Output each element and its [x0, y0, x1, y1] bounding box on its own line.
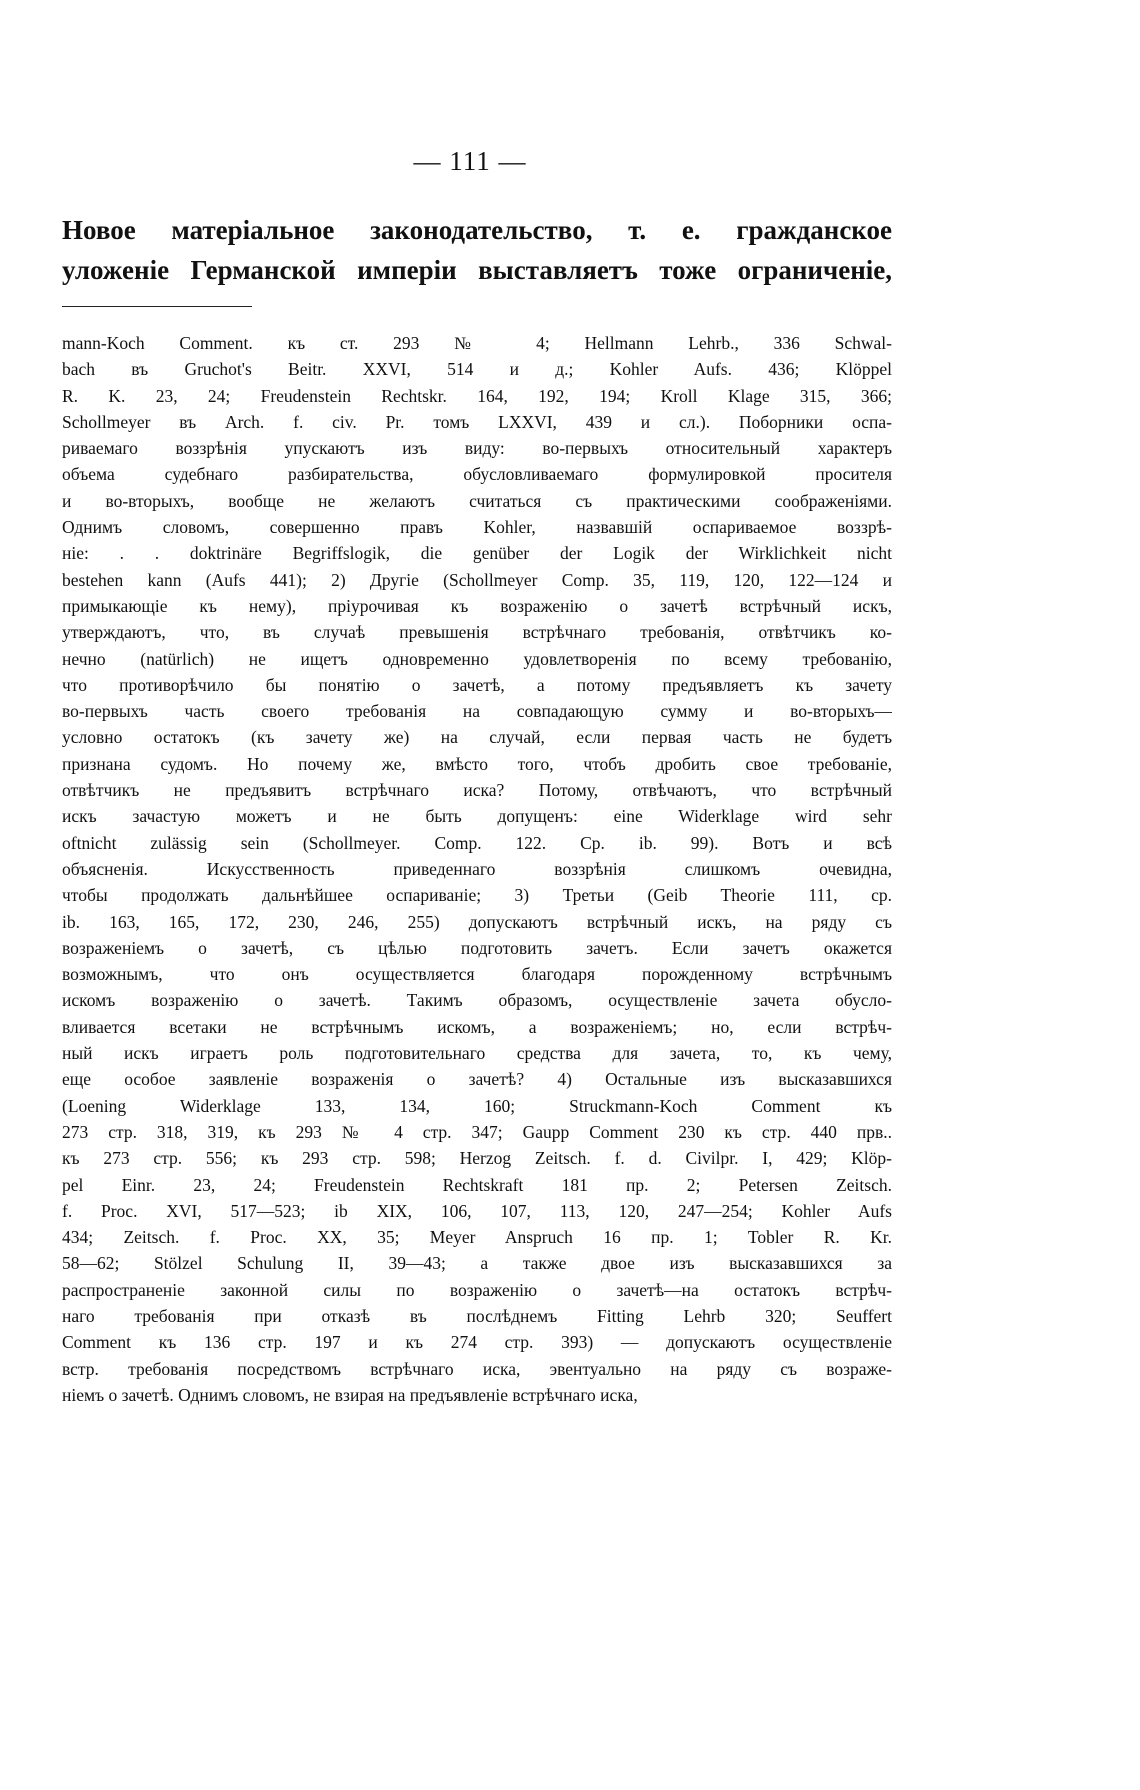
footnote-line: ніе: . . doktrinäre Begriffslogik, die genüber der Logik der Wirklichkeit nicht: [62, 543, 892, 564]
footnote-line: pel Einr. 23, 24; Freudenstein Rechtskraft 181 пр. 2; Petersen Zeitsch.: [62, 1174, 892, 1195]
footnote-line: что противорѣчило бы понятію о зачетѣ, а потому предъявляетъ къ зачету: [62, 674, 892, 695]
footnote-line: наго требованія при отказѣ въ послѣднемъ Fitting Lehrb 320; Seuffert: [62, 1305, 892, 1326]
footnote-line: oftnicht zulässig sein (Schollmeyer. Comp. 122. Cp. ib. 99). Вотъ и всѣ: [62, 832, 892, 853]
footnote-line: риваемаго воззрѣнія упускаютъ изъ виду: во-первыхъ относительный характеръ: [62, 438, 892, 459]
footnote-line: распространеніе законной силы по возраженію о зачетѣ—на остатокъ встрѣч-: [62, 1279, 892, 1300]
main-text-line: уложеніе Германской имперіи выставляетъ тоже ограниченіе,: [62, 255, 892, 285]
footnote-line: во-первыхъ часть своего требованія на совпадающую сумму и во-вторыхъ—: [62, 701, 892, 722]
page-number: — 111 —: [413, 146, 527, 176]
main-text: [62, 210, 892, 290]
footnote-line: возраженіемъ о зачетѣ, съ цѣлью подготовить зачетъ. Если зачетъ окажется: [62, 937, 892, 958]
footnote-line: утверждаютъ, что, въ случаѣ превышенія встрѣчнаго требованія, отвѣтчикъ ко-: [62, 622, 892, 643]
footnote-line: къ 273 стр. 556; къ 293 стр. 598; Herzog Zeitsch. f. d. Civilpr. I, 429; Klöp-: [62, 1148, 892, 1169]
footnote-line: bestehen kann (Aufs 441); 2) Другіе (Schollmeyer Comp. 35, 119, 120, 122—124 и: [62, 569, 892, 590]
footnote-line: искъ зачастую можетъ и не быть допущенъ: eine Widerklage wird sehr: [62, 806, 892, 827]
footnote-line: встр. требованія посредствомъ встрѣчнаго иска, эвентуально на ряду съ возраже-: [62, 1358, 892, 1379]
footnote-line: Comment къ 136 стр. 197 и къ 274 стр. 393) — допускаютъ осуществленіе: [62, 1332, 892, 1353]
footnote-line: нечно (natürlich) не ищетъ одновременно удовлетворенія по всему требованію,: [62, 648, 892, 669]
footnote-line: (Loening Widerklage 133, 134, 160; Struckmann-Koch Comment къ: [62, 1095, 892, 1116]
footnote-line: искомъ возраженію о зачетѣ. Такимъ образомъ, осуществленіе зачета обусло-: [62, 990, 892, 1011]
footnote-line: mann-Koch Comment. къ ст. 293 № 4; Hellmann Lehrb., 336 Schwal-: [62, 333, 892, 353]
footnote-line: Однимъ словомъ, совершенно правъ Kohler, назвавшій оспариваемое воззрѣ-: [62, 517, 892, 538]
footnote-line: еще особое заявленіе возраженія о зачетѣ? 4) Остальные изъ высказавшихся: [62, 1069, 892, 1090]
footnote-line: Schollmeyer въ Arch. f. civ. Pr. томъ LXXVI, 439 и сл.). Поборники оспа-: [62, 411, 892, 432]
footnote-line: условно остатокъ (къ зачету же) на случай, если первая часть не будетъ: [62, 727, 892, 748]
main-text-line: Новое матеріальное законодательство, т. е. гражданское: [62, 215, 892, 245]
footnote-line: 273 стр. 318, 319, къ 293 № 4 стр. 347; Gaupp Comment 230 къ стр. 440 прв..: [62, 1121, 892, 1142]
footnote-line: и во-вторыхъ, вообще не желаютъ считаться съ практическими соображеніями.: [62, 490, 892, 511]
footnote-line: 58—62; Stölzel Schulung II, 39—43; а также двое изъ высказавшихся за: [62, 1253, 892, 1274]
footnote-line: объясненія. Искусственность приведеннаго воззрѣнія слишкомъ очевидна,: [62, 858, 892, 879]
footnote-line: ный искъ играетъ роль подготовительнаго средства для зачета, то, къ чему,: [62, 1043, 892, 1064]
footnote-line: ib. 163, 165, 172, 230, 246, 255) допускаютъ встрѣчный искъ, на ряду съ: [62, 911, 892, 932]
footnote-line: чтобы продолжать дальнѣйшее оспариваніе; 3) Третьи (Geib Theorie 111, cp.: [62, 885, 892, 906]
footnote-line: вливается всетаки не встрѣчнымъ искомъ, а возраженіемъ; но, если встрѣч-: [62, 1016, 892, 1037]
footnote: [62, 330, 892, 1408]
footnote-line: объема судебнаго разбирательства, обусловливаемаго формулировкой просителя: [62, 464, 892, 485]
footnote-line: bach въ Gruchot's Beitr. XXVI, 514 и д.; Kohler Aufs. 436; Klöppel: [62, 359, 892, 380]
footnote-line: отвѣтчикъ не предъявитъ встрѣчнаго иска? Потому, отвѣчаютъ, что встрѣчный: [62, 780, 892, 801]
footnote-line: признана судомъ. Но почему же, вмѣсто того, чтобъ дробить свое требованіе,: [62, 753, 892, 774]
footnote-line: f. Proc. XVI, 517—523; ib XIX, 106, 107, 113, 120, 247—254; Kohler Aufs: [62, 1200, 892, 1221]
footnote-line: ніемъ о зачетѣ. Однимъ словомъ, не взирая на предъявленіе встрѣчнаго иска,: [62, 1384, 638, 1405]
footnote-line: возможнымъ, что онъ осуществляется благодаря порожденному встрѣчнымъ: [62, 964, 892, 985]
footnote-line: R. K. 23, 24; Freudenstein Rechtskr. 164, 192, 194; Kroll Klage 315, 366;: [62, 385, 892, 406]
footnote-line: 434; Zeitsch. f. Proc. XX, 35; Meyer Anspruch 16 пр. 1; Tobler R. Kr.: [62, 1227, 892, 1248]
footnote-separator: [62, 306, 252, 307]
footnote-line: примыкающіе къ нему), пріурочивая къ возраженію о зачетѣ встрѣчный искъ,: [62, 595, 892, 616]
